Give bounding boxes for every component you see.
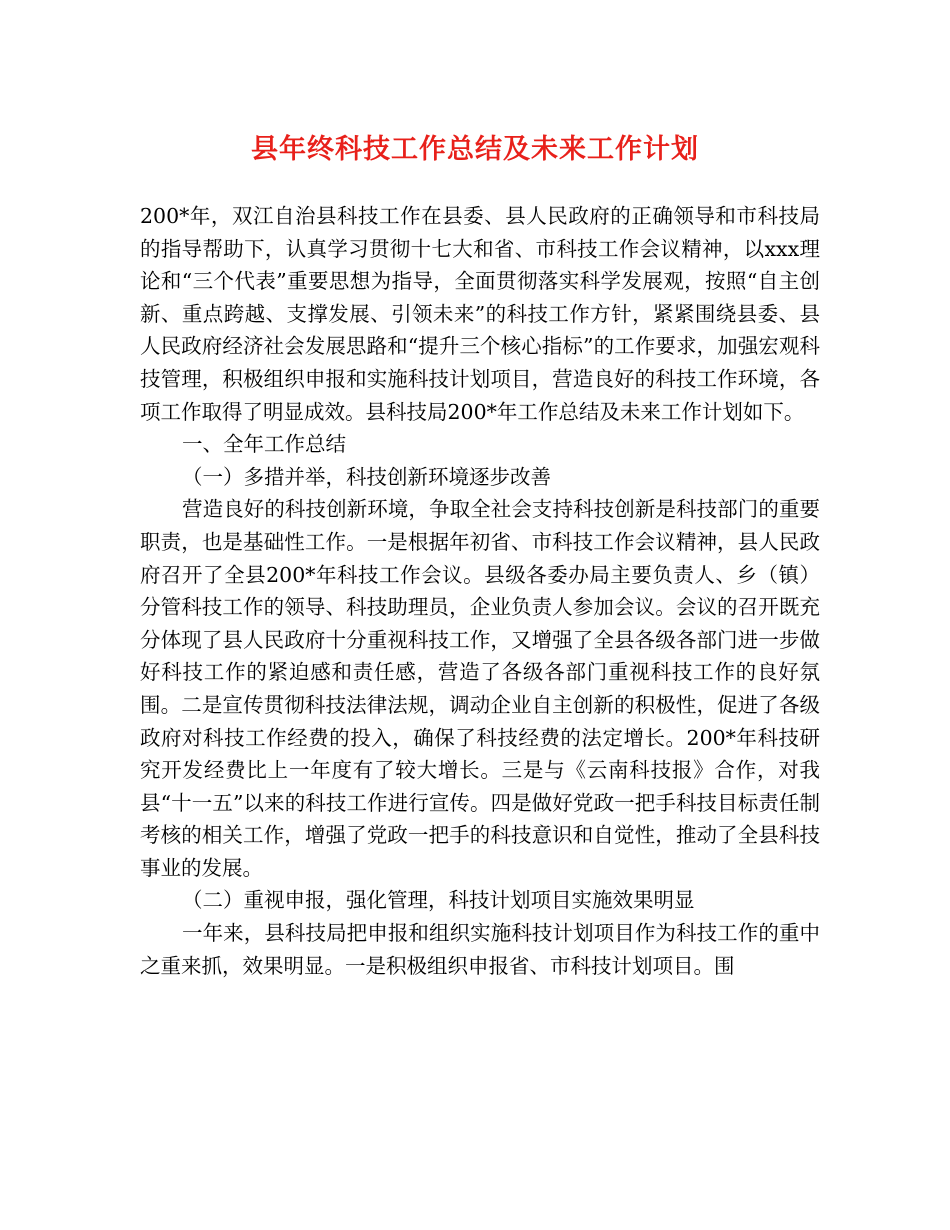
body-paragraph-2: 一年来，县科技局把申报和组织实施科技计划项目作为科技工作的重中之重来抓，效果明显。一是积极组织申报省、市科技计划项目。围: [140, 921, 820, 978]
intro-paragraph: 200*年，双江自治县科技工作在县委、县人民政府的正确领导和市科技局的指导帮助下，认真学习贯彻十七大和省、市科技工作会议精神，以xxx理论和“三个代表”重要思想为指导，全面贯彻落实科学发展观，按照“自主创新、重点跨越、支撑发展、引领未来”的科技工作方针，紧紧围绕县委、县人民政府经济社会发展思路和“提升三个核心指标”的工作要求，加强宏观科技管理，积极组织申报和实施科技计划项目，营造良好的科技工作环境，各项工作取得了明显成效。县科技局200*年工作总结及未来工作计划如下。: [140, 204, 820, 424]
subsection-heading-1: （一）多措并举，科技创新环境逐步改善: [182, 464, 551, 489]
document-title: 县年终科技工作总结及未来工作计划: [251, 134, 699, 165]
subsection-heading-2: （二）重视申报，强化管理，科技计划项目实施效果明显: [182, 888, 695, 913]
document-body: [140, 200, 820, 982]
section-heading-annual-summary: 一、全年工作总结: [182, 432, 346, 457]
body-paragraph-1: 营造良好的科技创新环境，争取全社会支持科技创新是科技部门的重要职责，也是基础性工作。一是根据年初省、市科技工作会议精神，县人民政府召开了全县200*年科技工作会议。县级各委办局主要负责人、乡（镇）分管科技工作的领导、科技助理员，企业负责人参加会议。会议的召开既充分体现了县人民政府十分重视科技工作，又增强了全县各级各部门进一步做好科技工作的紧迫感和责任感，营造了各级各部门重视科技工作的良好氛围。二是宣传贯彻科技法律法规，调动企业自主创新的积极性，促进了各级政府对科技工作经费的投入，确保了科技经费的法定增长。200*年科技研究开发经费比上一年度有了较大增长。三是与《云南科技报》合作，对我县“十一五”以来的科技工作进行宣传。四是做好党政一把手科技目标责任制考核的相关工作，增强了党政一把手的科技意识和自觉性，推动了全县科技事业的发展。: [140, 497, 820, 880]
